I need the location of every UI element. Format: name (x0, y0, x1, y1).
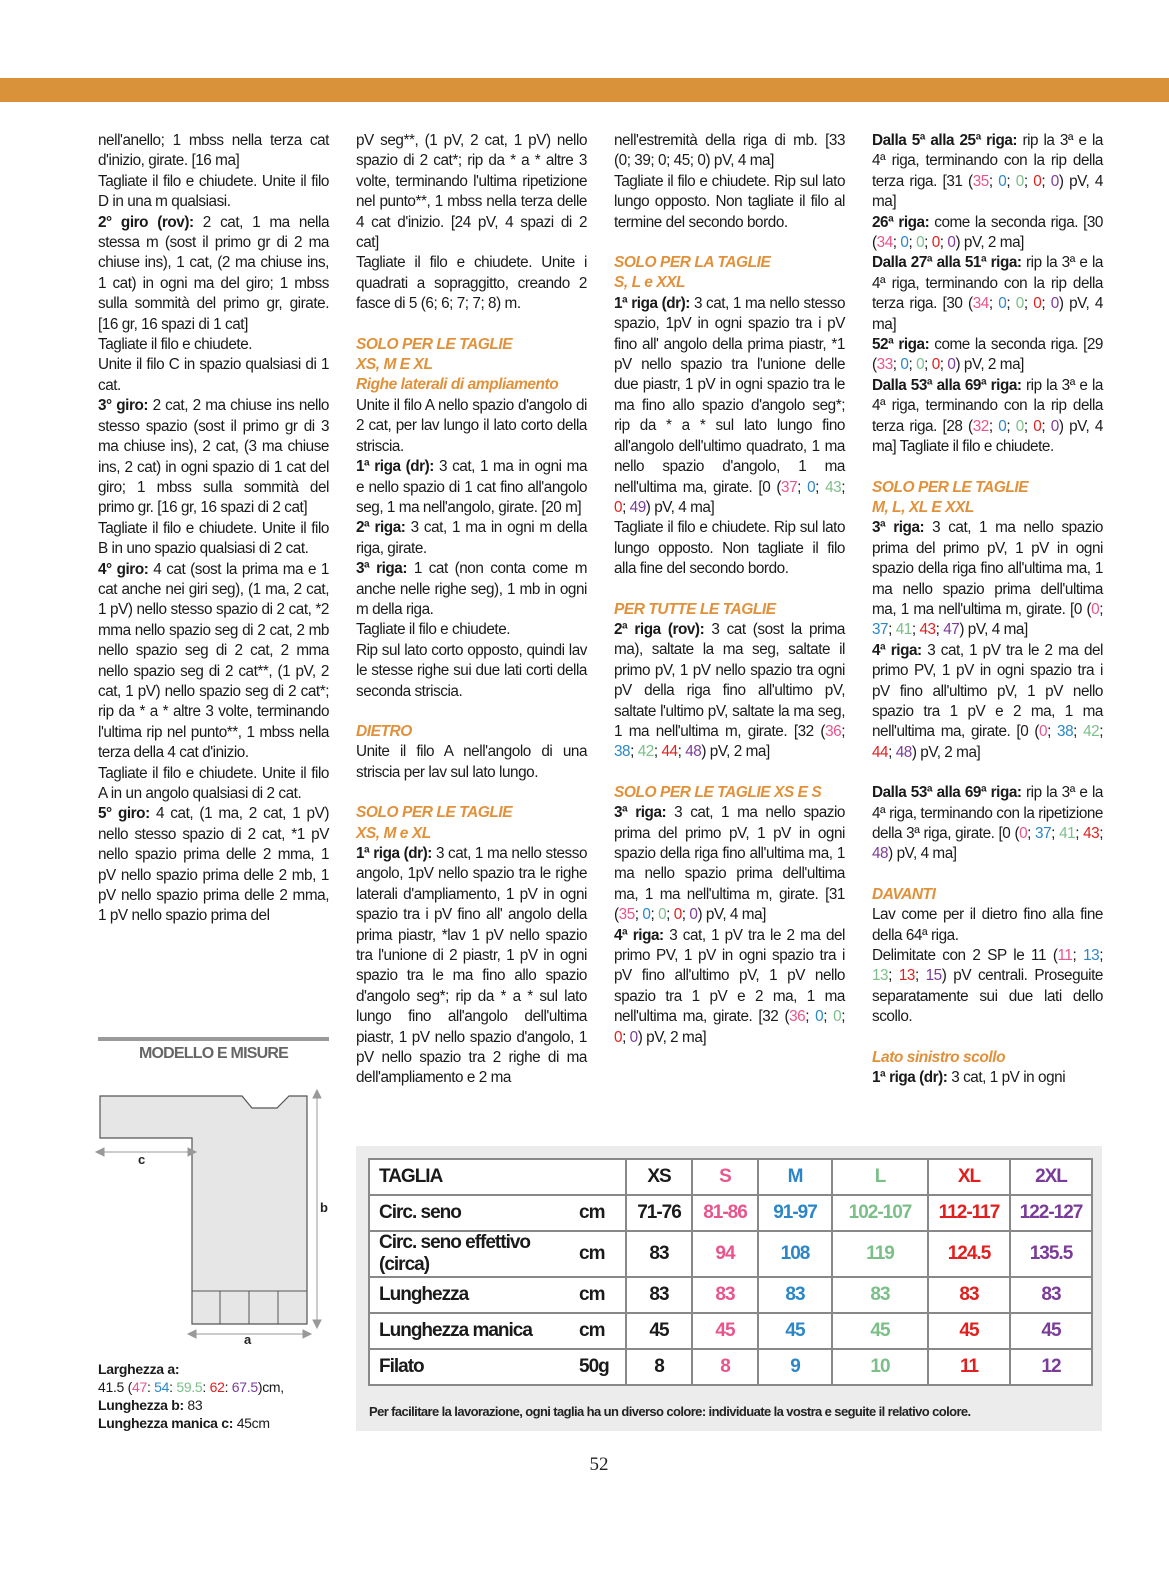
measure-larghezza-values: 41.5 (47: 54: 59.5: 62: 67.5)cm, (98, 1379, 284, 1395)
header-xl: XL (928, 1159, 1010, 1195)
cell: 45 (692, 1313, 758, 1349)
table-row (369, 1313, 1092, 1349)
label-a: a (244, 1332, 252, 1346)
cell: 8 (692, 1349, 758, 1385)
paragraph: Tagliate il filo e chiudete. Unite il filo A in un angolo qualsiasi di 2 cat. (98, 764, 329, 802)
section-heading: S, L e XXL (614, 274, 686, 292)
paragraph: Unite il filo A nello spazio d'angolo di 2 cat, per lav lungo il lato corto della striscia. (356, 396, 587, 455)
paragraph: 4° giro: 4 cat (sost la prima ma e 1 cat anche nei giri seg), (1 ma, 2 cat, 1 pV) nello stesso spazio di 2 cat, *2 mma nello spazio seg di 2 cat, 2 mb nello spazio seg di 2 cat, 2 mma nello spazio seg di 2 cat**, (1 pV, 2 cat, 1 pV) nello spazio seg di 2 cat*; rip da * a * altre 3 volte, terminando l'ultima rip nel punto**, 1 mbss nella terza della 4 cat d'inizio. (98, 560, 329, 762)
paragraph: 4ª riga: 3 cat, 1 pV tra le 2 ma del primo PV, 1 pV in ogni spazio tra i pV fino all'ultimo pV, 1 pV nello spazio tra 1 pV e 2 ma, 1 ma nell'ultima ma, girate. [32 (36; 0; 0; 0; 0) pV, 2 ma] (614, 926, 846, 1046)
section-divider (98, 1037, 329, 1041)
cell: 45 (626, 1313, 692, 1349)
paragraph: 2° giro (rov): 2 cat, 1 ma nella stessa m (sost il primo gr di 2 ma chiuse ins), 1 cat, (2 ma chiuse ins, 1 cat) in ogni ma del giro; 1 mbss sulla sommità del primo gr, girate. [16 gr, 16 spazi di 1 cat] (98, 213, 329, 333)
text-column-3 (614, 131, 845, 1048)
paragraph: 3ª riga: 3 cat, 1 ma nello spazio prima del primo pV, 1 pV in ogni spazio della riga fino all'ultima ma, 1 ma nello spazio prima dell'ultima ma, 1 ma nell'ultima m, girate. [0 (0; 37; 41; 43; 47) pV, 4 ma] (872, 519, 1103, 639)
header-2xl: 2XL (1010, 1159, 1092, 1195)
arrow-head (313, 1090, 321, 1098)
header-xs: XS (626, 1159, 692, 1195)
cell: 112-117 (928, 1195, 1010, 1231)
cell: 91-97 (758, 1195, 832, 1231)
page-number: 52 (589, 1454, 609, 1475)
paragraph: Tagliate il filo e chiudete. Unite i quadrati a sopraggitto, creando 2 fasce di 5 (6; 6; 7; 7; 8) m. (356, 254, 587, 313)
paragraph: 1ª riga (dr): 3 cat, 1 ma in ogni ma e nello spazio di 1 cat fino all'angolo seg, 1 ma nell'angolo, girate. [20 m] (356, 458, 587, 516)
cell: 83 (626, 1231, 692, 1277)
row-label: Circ. seno effettivo (circa) (369, 1231, 579, 1277)
paragraph: Dalla 53ª alla 69ª riga: rip la 3ª e la 4ª riga, terminando con la rip della terza riga. [28 (32; 0; 0; 0; 0) pV, 4 ma] Tagliate il filo e chiudete. (872, 376, 1103, 456)
section-heading: DIETRO (356, 722, 412, 740)
cell: 124.5 (928, 1231, 1010, 1277)
cell: 108 (758, 1231, 832, 1277)
cell: 94 (692, 1231, 758, 1277)
paragraph: Lav come per il dietro fino alla fine della 64ª riga. (872, 906, 1103, 944)
paragraph: pV seg**, (1 pV, 2 cat, 1 pV) nello spazio di 2 cat*; rip da * a * altre 3 volte, terminando l'ultima ripetizione nel punto**, 1 mbss nella terza delle 4 cat d'inizio. [24 pV, 4 spazi di 2 cat] (356, 132, 587, 252)
row-label: Lunghezza (369, 1277, 579, 1313)
row-unit: cm (579, 1277, 626, 1313)
paragraph: 4ª riga: 3 cat, 1 pV tra le 2 ma del primo PV, 1 pV in ogni spazio tra i pV fino all'ultimo pV, 1 pV nello spazio tra 1 pV e 2 ma, 1 ma nell'ultima ma, girate. [0 (0; 38; 42; 44; 48) pV, 2 ma] (872, 641, 1104, 761)
paragraph: 52ª riga: come la seconda riga. [29 (33; 0; 0; 0; 0) pV, 2 ma] (872, 336, 1103, 374)
paragraph: Tagliate il filo e chiudete. Unite il filo D in una m qualsiasi. (98, 172, 329, 211)
size-table-box (356, 1146, 1102, 1431)
cell: 83 (928, 1277, 1010, 1313)
arrow-head (303, 1330, 311, 1338)
section-heading: SOLO PER LE TAGLIE (356, 804, 513, 822)
label-c: c (138, 1152, 146, 1167)
paragraph: Tagliate il filo e chiudete. (98, 336, 253, 354)
cell: 119 (832, 1231, 928, 1277)
cell: 102-107 (832, 1195, 928, 1231)
header-l: L (832, 1159, 928, 1195)
header-taglia: TAGLIA (369, 1159, 579, 1195)
cell: 45 (832, 1313, 928, 1349)
paragraph: Delimitate con 2 SP le 11 (11; 13; 13; 13; 15) pV centrali. Proseguite separatamente sui due lati dello scollo. (872, 947, 1103, 1026)
paragraph: 1ª riga (dr): 3 cat, 1 ma nello stesso spazio, 1pV in ogni spazio tra i pV fino all' angolo della prima piastr, *1 pV nello spazio tra l'unione delle due piastr, 1 pV in ogni spazio tra le ma fino allo spazio d'angolo seg*; rip da * a * sul lato lungo fino all'angolo dell'ultimo quadrato, 1 ma nello spazio d'angolo, 1 ma nell'ultima ma, girate. [0 (37; 0; 43; 0; 49) pV, 4 ma] (614, 294, 846, 516)
section-heading: PER TUTTE LE TAGLIE (614, 600, 776, 618)
row-label: Lunghezza manica (369, 1313, 579, 1349)
cell: 45 (1010, 1313, 1092, 1349)
paragraph: Unite il filo A nell'angolo di una striscia per lav sul lato lungo. (356, 743, 587, 781)
cell: 81-86 (692, 1195, 758, 1231)
cell: 45 (928, 1313, 1010, 1349)
cell: 9 (758, 1349, 832, 1385)
header-accent-bar (0, 78, 1169, 102)
cell: 8 (626, 1349, 692, 1385)
arrow-head (313, 1320, 321, 1328)
row-unit: cm (579, 1195, 626, 1231)
paragraph: nell'anello; 1 mbss nella terza cat d'inizio, girate. [16 ma] (98, 132, 329, 170)
paragraph: 26ª riga: come la seconda riga. [30 (34; 0; 0; 0; 0) pV, 2 ma] (872, 213, 1103, 252)
cell: 83 (758, 1277, 832, 1313)
row-label: Filato (369, 1349, 579, 1385)
text-column-2 (356, 131, 587, 1089)
section-heading: SOLO PER LE TAGLIE XS E S (614, 783, 822, 801)
section-subheading: Righe laterali di ampliamento (356, 376, 559, 394)
row-unit: 50g (579, 1349, 626, 1385)
header-m: M (758, 1159, 832, 1195)
text-column-1 (98, 131, 329, 927)
measurements (98, 1360, 284, 1432)
cell: 11 (928, 1349, 1010, 1385)
table-row (369, 1195, 1092, 1231)
paragraph: 1ª riga (dr): 3 cat, 1 ma nello stesso angolo, 1pV nello spazio tra le righe laterali d'ampliamento, 1 pV in ogni spazio tra i pV fino all' angolo della prima piastr, *lav 1 pV nello spazio tra l'unione di 2 piastr, 1 pV in ogni spazio tra le ma fino allo spazio d'angolo seg*; rip da * a * sul lato lungo fino all'angolo dell'ultima piastr, 1 pV nello spazio d'angolo, 1 pV nello spazio tra 2 righe di ma dell'ampliamento e 2 ma (356, 845, 588, 1087)
paragraph: 5° giro: 4 cat, (1 ma, 2 cat, 1 pV) nello stesso spazio di 2 cat, *1 pV nello spazio prima delle 2 mma, 1 pV nello spazio prima delle 2 mb, 1 pV nello spazio prima delle 2 mma, 1 pV nello spazio prima del (98, 805, 330, 925)
paragraph: Tagliate il filo e chiudete. Rip sul lato lungo opposto. Non tagliate il filo al termine del secondo bordo. (614, 172, 845, 231)
paragraph: 2ª riga: 3 cat, 1 ma in ogni m della riga, girate. (356, 519, 588, 557)
measure-larghezza-label: Larghezza a: (98, 1361, 180, 1377)
size-table (368, 1158, 1093, 1386)
measure-manica: Lunghezza manica c: 45cm (98, 1415, 270, 1431)
garment-schematic (92, 1086, 337, 1346)
arrow-head (188, 1330, 196, 1338)
text-column-4 (872, 131, 1103, 1088)
paragraph: 3ª riga: 1 cat (non conta come m anche nelle righe seg), 1 mb in ogni m della riga. (356, 560, 587, 618)
paragraph: Dalla 27ª alla 51ª riga: rip la 3ª e la 4ª riga, terminando con la rip della terza riga. [30 (34; 0; 0; 0; 0) pV, 4 ma] (872, 254, 1103, 333)
paragraph: 3ª riga: 3 cat, 1 ma nello spazio prima del primo pV, 1 pV in ogni spazio della riga fino all'ultima ma, 1 ma nello spazio prima dell'ultima ma, 1 ma nell'ultima m, girate. [31 (35; 0; 0; 0; 0) pV, 4 ma] (614, 804, 845, 924)
header-s: S (692, 1159, 758, 1195)
section-heading: M, L, XL E XXL (872, 498, 974, 516)
table-row (369, 1277, 1092, 1313)
table-note: Per facilitare la lavorazione, ogni taglia ha un diverso colore: individuate la vostra e seguite il relativo colore. (369, 1404, 971, 1419)
paragraph: Tagliate il filo e chiudete. (356, 621, 511, 639)
cell: 83 (626, 1277, 692, 1313)
paragraph: Tagliate il filo e chiudete. Rip sul lato lungo opposto. Non tagliate il filo alla fine del secondo bordo. (614, 519, 845, 578)
section-heading: SOLO PER LE TAGLIE (872, 478, 1029, 496)
label-b: b (320, 1200, 328, 1215)
table-row (369, 1349, 1092, 1385)
measure-lunghezza: Lunghezza b: 83 (98, 1397, 203, 1413)
table-header-row (369, 1159, 1092, 1195)
paragraph: Unite il filo C in spazio qualsiasi di 1 cat. (98, 356, 329, 394)
sweater-shape (100, 1096, 307, 1324)
cell: 12 (1010, 1349, 1092, 1385)
table-row (369, 1231, 1092, 1277)
row-unit: cm (579, 1231, 626, 1277)
paragraph: 2ª riga (rov): 3 cat (sost la prima ma), saltate la ma seg, saltate il primo pV, 1 pV nello spazio tra ogni pV della riga fino all'ultimo pV, saltate l'ultimo pV, saltate la ma seg, 1 ma nell'ultima m, girate. [32 (36; 38; 42; 44; 48) pV, 2 ma] (614, 620, 845, 761)
section-heading: XS, M E XL (356, 356, 433, 374)
paragraph: 3° giro: 2 cat, 2 ma chiuse ins nello stesso spazio (sost il primo gr di 3 ma chiuse ins), 2 cat, (3 ma chiuse ins, 2 cat) in ogni spazio di 1 cat del giro; 1 mbss sulla sommità del primo gr. [16 gr, 16 spazi di 2 cat] (98, 397, 329, 517)
row-label: Circ. seno (369, 1195, 579, 1231)
cell: 10 (832, 1349, 928, 1385)
paragraph: Tagliate il filo e chiudete. Unite il filo B in uno spazio qualsiasi di 2 cat. (98, 519, 329, 558)
paragraph: Dalla 53ª alla 69ª riga: rip la 3ª e la 4ª riga, terminando con la ripetizione della 3ª riga, girate. [0 (0; 37; 41; 43; 48) pV, 4 ma] (872, 784, 1104, 863)
cell: 83 (692, 1277, 758, 1313)
cell: 135.5 (1010, 1231, 1092, 1277)
section-heading: SOLO PER LA TAGLIE (614, 254, 771, 272)
section-heading: XS, M e XL (356, 824, 431, 842)
header-unit (579, 1159, 626, 1195)
arrow-head (96, 1148, 104, 1156)
section-heading: DAVANTI (872, 885, 936, 903)
row-unit: cm (579, 1313, 626, 1349)
modello-title: MODELLO E MISURE (139, 1045, 288, 1062)
cell: 122-127 (1010, 1195, 1092, 1231)
paragraph: Dalla 5ª alla 25ª riga: rip la 3ª e la 4ª riga, terminando con la rip della terza riga. [31 (35; 0; 0; 0; 0) pV, 4 ma] (872, 132, 1103, 211)
cell: 45 (758, 1313, 832, 1349)
paragraph: Rip sul lato corto opposto, quindi lav le stesse righe sui due lati corti della seconda striscia. (356, 641, 587, 700)
cell: 71-76 (626, 1195, 692, 1231)
section-heading: Lato sinistro scollo (872, 1048, 1006, 1066)
cell: 83 (832, 1277, 928, 1313)
section-heading: SOLO PER LE TAGLIE (356, 335, 513, 353)
paragraph: 1ª riga (dr): 3 cat, 1 pV in ogni (872, 1069, 1066, 1087)
cell: 83 (1010, 1277, 1092, 1313)
paragraph: nell'estremità della riga di mb. [33 (0; 39; 0; 45; 0) pV, 4 ma] (614, 132, 845, 170)
